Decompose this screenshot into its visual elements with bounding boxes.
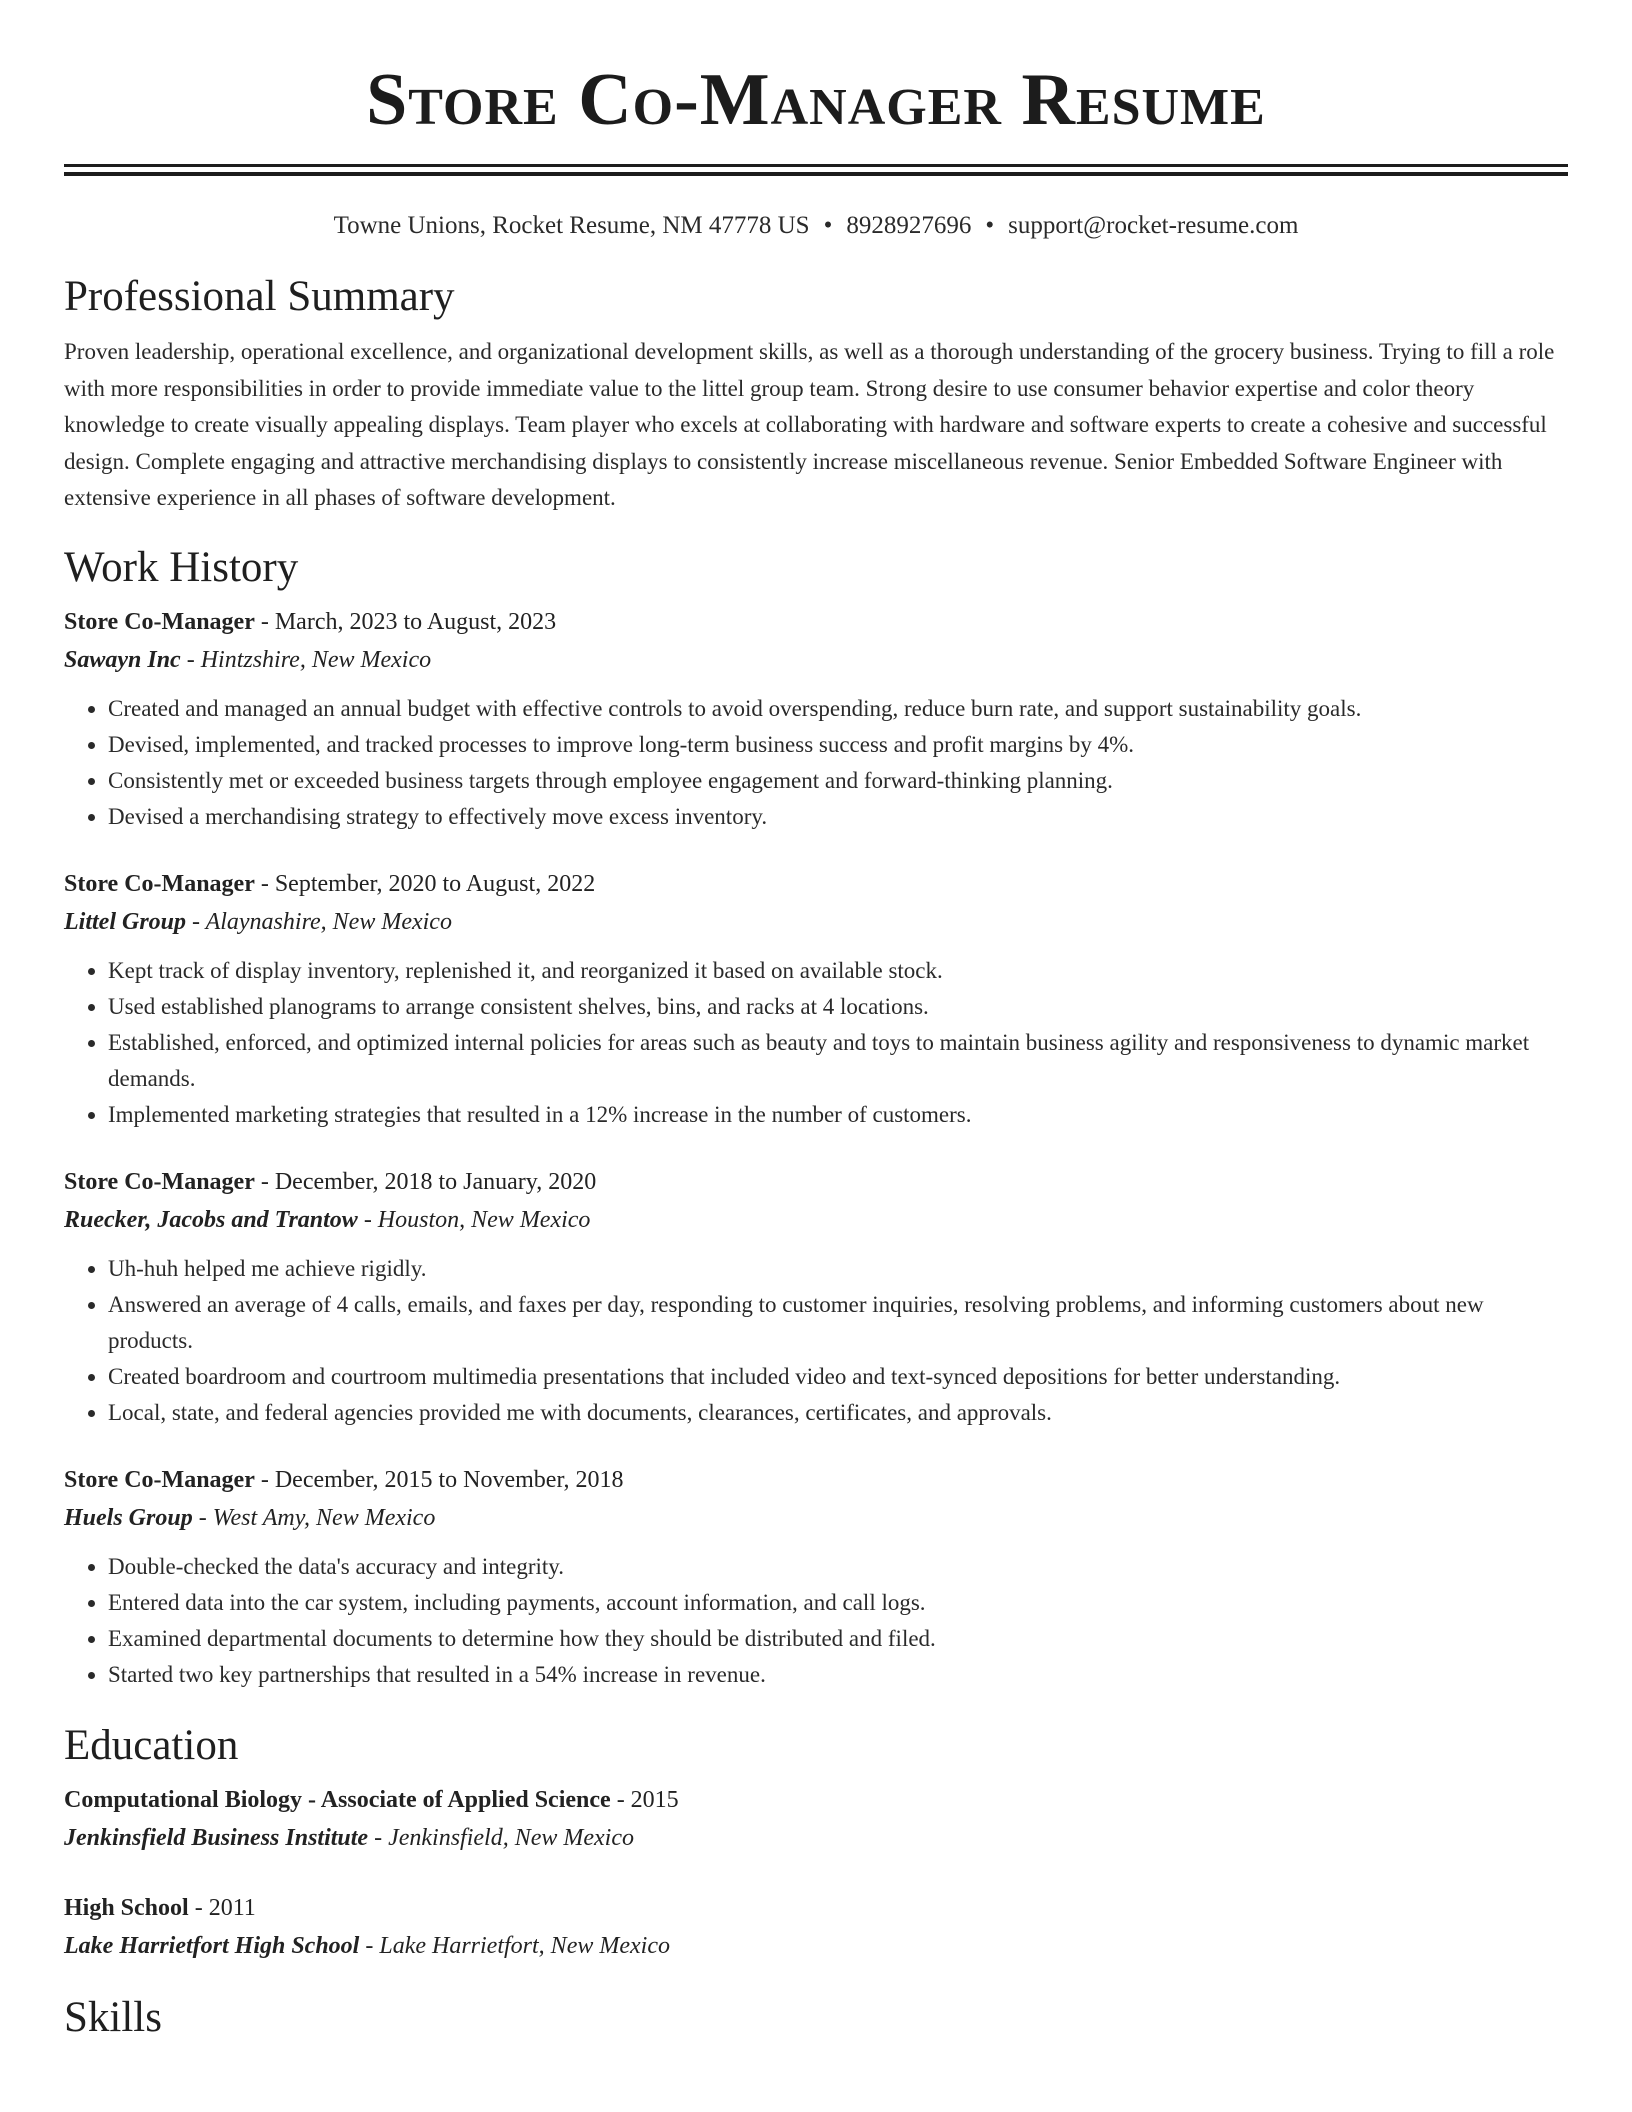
- job-bullet: • Devised a merchandising strategy to effectively move excess inventory.: [108, 799, 1568, 835]
- work-history-heading: Work History: [64, 543, 299, 591]
- education-entry: [64, 1781, 1568, 1857]
- company-line: [64, 903, 1568, 941]
- contact-separator: •: [985, 212, 995, 239]
- job-title: Store Co-Manager: [64, 1466, 255, 1493]
- company-location: - Hintzshire, New Mexico: [180, 646, 432, 673]
- school-location: - Lake Harrietfort, New Mexico: [359, 1932, 670, 1959]
- job-dates: - March, 2023 to August, 2023: [254, 608, 557, 635]
- title-divider: [64, 164, 1568, 176]
- skills-heading: Skills: [64, 1993, 162, 2041]
- summary-heading: Professional Summary: [64, 273, 455, 320]
- resume-page: [64, 0, 1568, 2043]
- summary-text: Proven leadership, operational excellence, and organizational development skills, as well as a thorough understanding of the grocery business. Trying to fill a role with more responsibilities in order to provide immediate value to the littel group team. Strong desire to use consumer behavior expertise and color theory knowledge to create visually appealing displays. Team player who excels at collaborating with hardware and software experts to create a cohesive and successful design. Complete engaging and attractive merchandising displays to consistently increase miscellaneous revenue. Senior Embedded Software Engineer with extensive experience in all phases of software development.: [64, 339, 1555, 510]
- job-dates: - September, 2020 to August, 2022: [254, 870, 596, 897]
- job-title-line: [64, 603, 1568, 641]
- degree-name: High School: [64, 1894, 189, 1921]
- job-bullet: • Entered data into the car system, including payments, account information, and call logs.: [108, 1585, 1568, 1621]
- school-location: - Jenkinsfield, New Mexico: [368, 1824, 634, 1851]
- company-name: Sawayn Inc: [64, 646, 181, 673]
- job-bullets: [64, 953, 1568, 1133]
- company-location: - Houston, New Mexico: [357, 1206, 591, 1233]
- company-location: - West Amy, New Mexico: [192, 1504, 436, 1531]
- degree-line: [64, 1781, 1568, 1819]
- job-title: Store Co-Manager: [64, 1168, 255, 1195]
- job-dates: - December, 2018 to January, 2020: [254, 1168, 597, 1195]
- job-bullet: • Established, enforced, and optimized internal policies for areas such as beauty and toys to maintain business agility and responsiveness to dynamic market demands.: [108, 1025, 1568, 1097]
- job-bullets: [64, 1549, 1568, 1693]
- job-entry: [64, 1163, 1568, 1431]
- education-entry: [64, 1889, 1568, 1965]
- resume-title: Store Co-Manager Resume: [366, 59, 1266, 141]
- work-history-list: [64, 603, 1568, 1693]
- contact-line: [64, 210, 1568, 242]
- company-line: [64, 641, 1568, 679]
- job-bullet: • Local, state, and federal agencies provided me with documents, clearances, certificates, and approvals.: [108, 1395, 1568, 1431]
- job-bullet: • Answered an average of 4 calls, emails, and faxes per day, responding to customer inquiries, resolving problems, and informing customers about new products.: [108, 1287, 1568, 1359]
- job-bullet: • Devised, implemented, and tracked processes to improve long-term business success and profit margins by 4%.: [108, 727, 1568, 763]
- company-line: [64, 1499, 1568, 1537]
- job-bullet: • Examined departmental documents to determine how they should be distributed and filed.: [108, 1621, 1568, 1657]
- company-name: Ruecker, Jacobs and Trantow: [64, 1206, 358, 1233]
- degree-year: - 2011: [188, 1894, 256, 1921]
- contact-address: Towne Unions, Rocket Resume, NM 47778 US: [333, 212, 810, 239]
- job-entry: [64, 1461, 1568, 1693]
- job-bullet: • Used established planograms to arrange consistent shelves, bins, and racks at 4 locations.: [108, 989, 1568, 1025]
- job-title-line: [64, 1163, 1568, 1201]
- degree-year: - 2015: [610, 1786, 679, 1813]
- contact-phone: 8928927696: [846, 212, 972, 239]
- job-title-line: [64, 1461, 1568, 1499]
- job-bullet: • Created and managed an annual budget with effective controls to avoid overspending, reduce burn rate, and support sustainability goals.: [108, 691, 1568, 727]
- job-entry: [64, 603, 1568, 835]
- company-name: Littel Group: [64, 908, 187, 935]
- job-bullet: • Uh-huh helped me achieve rigidly.: [108, 1251, 1568, 1287]
- contact-email: support@rocket-resume.com: [1008, 212, 1299, 239]
- job-dates: - December, 2015 to November, 2018: [254, 1466, 624, 1493]
- school-name: Lake Harrietfort High School: [64, 1932, 360, 1959]
- job-bullet: • Double-checked the data's accuracy and integrity.: [108, 1549, 1568, 1585]
- contact-separator: •: [823, 212, 833, 239]
- job-entry: [64, 865, 1568, 1133]
- job-bullets: [64, 1251, 1568, 1431]
- company-line: [64, 1201, 1568, 1239]
- job-bullet: • Consistently met or exceeded business targets through employee engagement and forward-thinking planning.: [108, 763, 1568, 799]
- job-bullet: • Implemented marketing strategies that resulted in a 12% increase in the number of customers.: [108, 1097, 1568, 1133]
- job-title: Store Co-Manager: [64, 870, 255, 897]
- company-name: Huels Group: [64, 1504, 193, 1531]
- school-name: Jenkinsfield Business Institute: [64, 1824, 369, 1851]
- job-title: Store Co-Manager: [64, 608, 255, 635]
- job-bullet: • Started two key partnerships that resulted in a 54% increase in revenue.: [108, 1657, 1568, 1693]
- school-line: [64, 1927, 1568, 1965]
- job-bullet: • Created boardroom and courtroom multimedia presentations that included video and text-synced depositions for better understanding.: [108, 1359, 1568, 1395]
- education-list: [64, 1781, 1568, 1965]
- education-heading: Education: [64, 1721, 239, 1769]
- job-bullet: • Kept track of display inventory, replenished it, and reorganized it based on available stock.: [108, 953, 1568, 989]
- job-bullets: [64, 691, 1568, 835]
- school-line: [64, 1819, 1568, 1857]
- company-location: - Alaynashire, New Mexico: [186, 908, 452, 935]
- degree-line: [64, 1889, 1568, 1927]
- degree-name: Computational Biology - Associate of Applied Science: [64, 1786, 611, 1813]
- job-title-line: [64, 865, 1568, 903]
